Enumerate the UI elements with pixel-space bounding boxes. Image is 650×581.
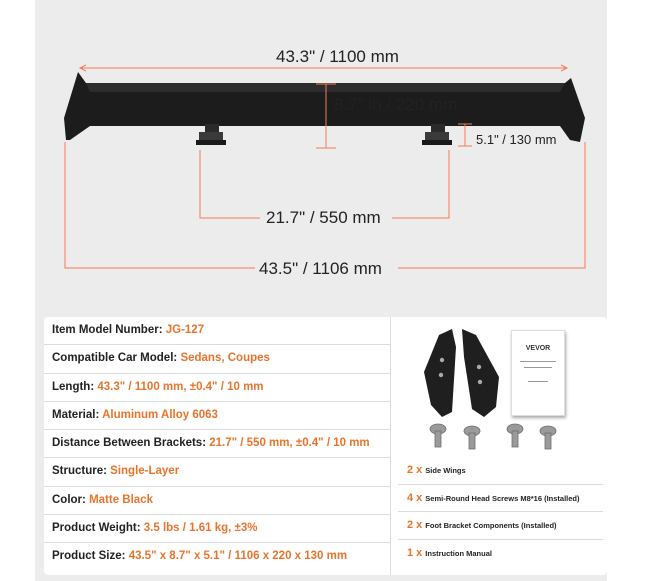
- side-wing-right-image: [462, 329, 499, 417]
- spec-row-weight: [44, 515, 390, 543]
- spec-value: Sedans, Coupes: [180, 352, 270, 365]
- height-label: 8.7" in / 220 mm: [334, 95, 458, 114]
- package-item: [398, 457, 603, 485]
- bracket-height-label: 5.1" / 130 mm: [476, 132, 557, 147]
- manual-brand: VEVOR: [525, 345, 551, 352]
- spec-label: Material:: [52, 408, 103, 421]
- item-qty: 2 x: [407, 464, 423, 476]
- package-item: [398, 540, 603, 567]
- spec-label: Product Weight:: [52, 522, 144, 535]
- bracket-distance-label: 21.7" / 550 mm: [266, 208, 381, 227]
- spec-value: Matte Black: [89, 493, 153, 506]
- item-name: Side Wings: [425, 466, 466, 475]
- right-bracket: [422, 124, 452, 145]
- package-item: [398, 485, 603, 513]
- package-item: [398, 512, 603, 540]
- spec-label: Item Model Number:: [52, 324, 166, 336]
- spec-label: Structure:: [52, 465, 111, 478]
- item-qty: 2 x: [407, 519, 423, 531]
- item-name: Instruction Manual: [425, 548, 492, 558]
- spec-value: Single-Layer: [110, 465, 180, 478]
- spec-row-structure: [44, 458, 390, 486]
- spec-value: 43.5" x 8.7" x 5.1" / 1106 x 220 x 130 mm: [128, 550, 348, 563]
- spec-value: JG-127: [165, 324, 205, 336]
- side-wing-left-image: [424, 329, 456, 417]
- screws-image: [430, 424, 556, 449]
- spec-row-color: [44, 487, 390, 515]
- left-bracket: [196, 124, 226, 145]
- item-qty: 1 x: [407, 546, 423, 559]
- spec-value: 43.3" / 1100 mm, ±0.4" / 10 mm: [97, 380, 264, 393]
- item-name: Foot Bracket Components (Installed): [425, 521, 557, 530]
- spec-value: 3.5 lbs / 1.61 kg, ±3%: [143, 522, 258, 535]
- spec-label: Product Size:: [52, 550, 129, 563]
- spec-value: 21.7" / 550 mm, ±0.4" / 10 mm: [209, 437, 370, 450]
- item-qty: 4 x: [407, 491, 423, 504]
- spec-label: Length:: [52, 380, 98, 393]
- package-list: [398, 457, 603, 566]
- spec-label: Distance Between Brackets:: [52, 437, 210, 450]
- spec-panel: [44, 317, 607, 575]
- spec-row-size: [44, 543, 390, 570]
- manual-image: [511, 330, 565, 416]
- overall-width-label: 43.3" / 1100 mm: [276, 47, 399, 66]
- spec-value: Aluminum Alloy 6063: [102, 408, 218, 421]
- item-name: Semi-Round Head Screws M8*16 (Installed): [425, 493, 580, 503]
- spec-label: Compatible Car Model:: [52, 352, 181, 365]
- total-width-label: 43.5" / 1106 mm: [259, 259, 382, 278]
- spec-label: Color:: [52, 493, 90, 506]
